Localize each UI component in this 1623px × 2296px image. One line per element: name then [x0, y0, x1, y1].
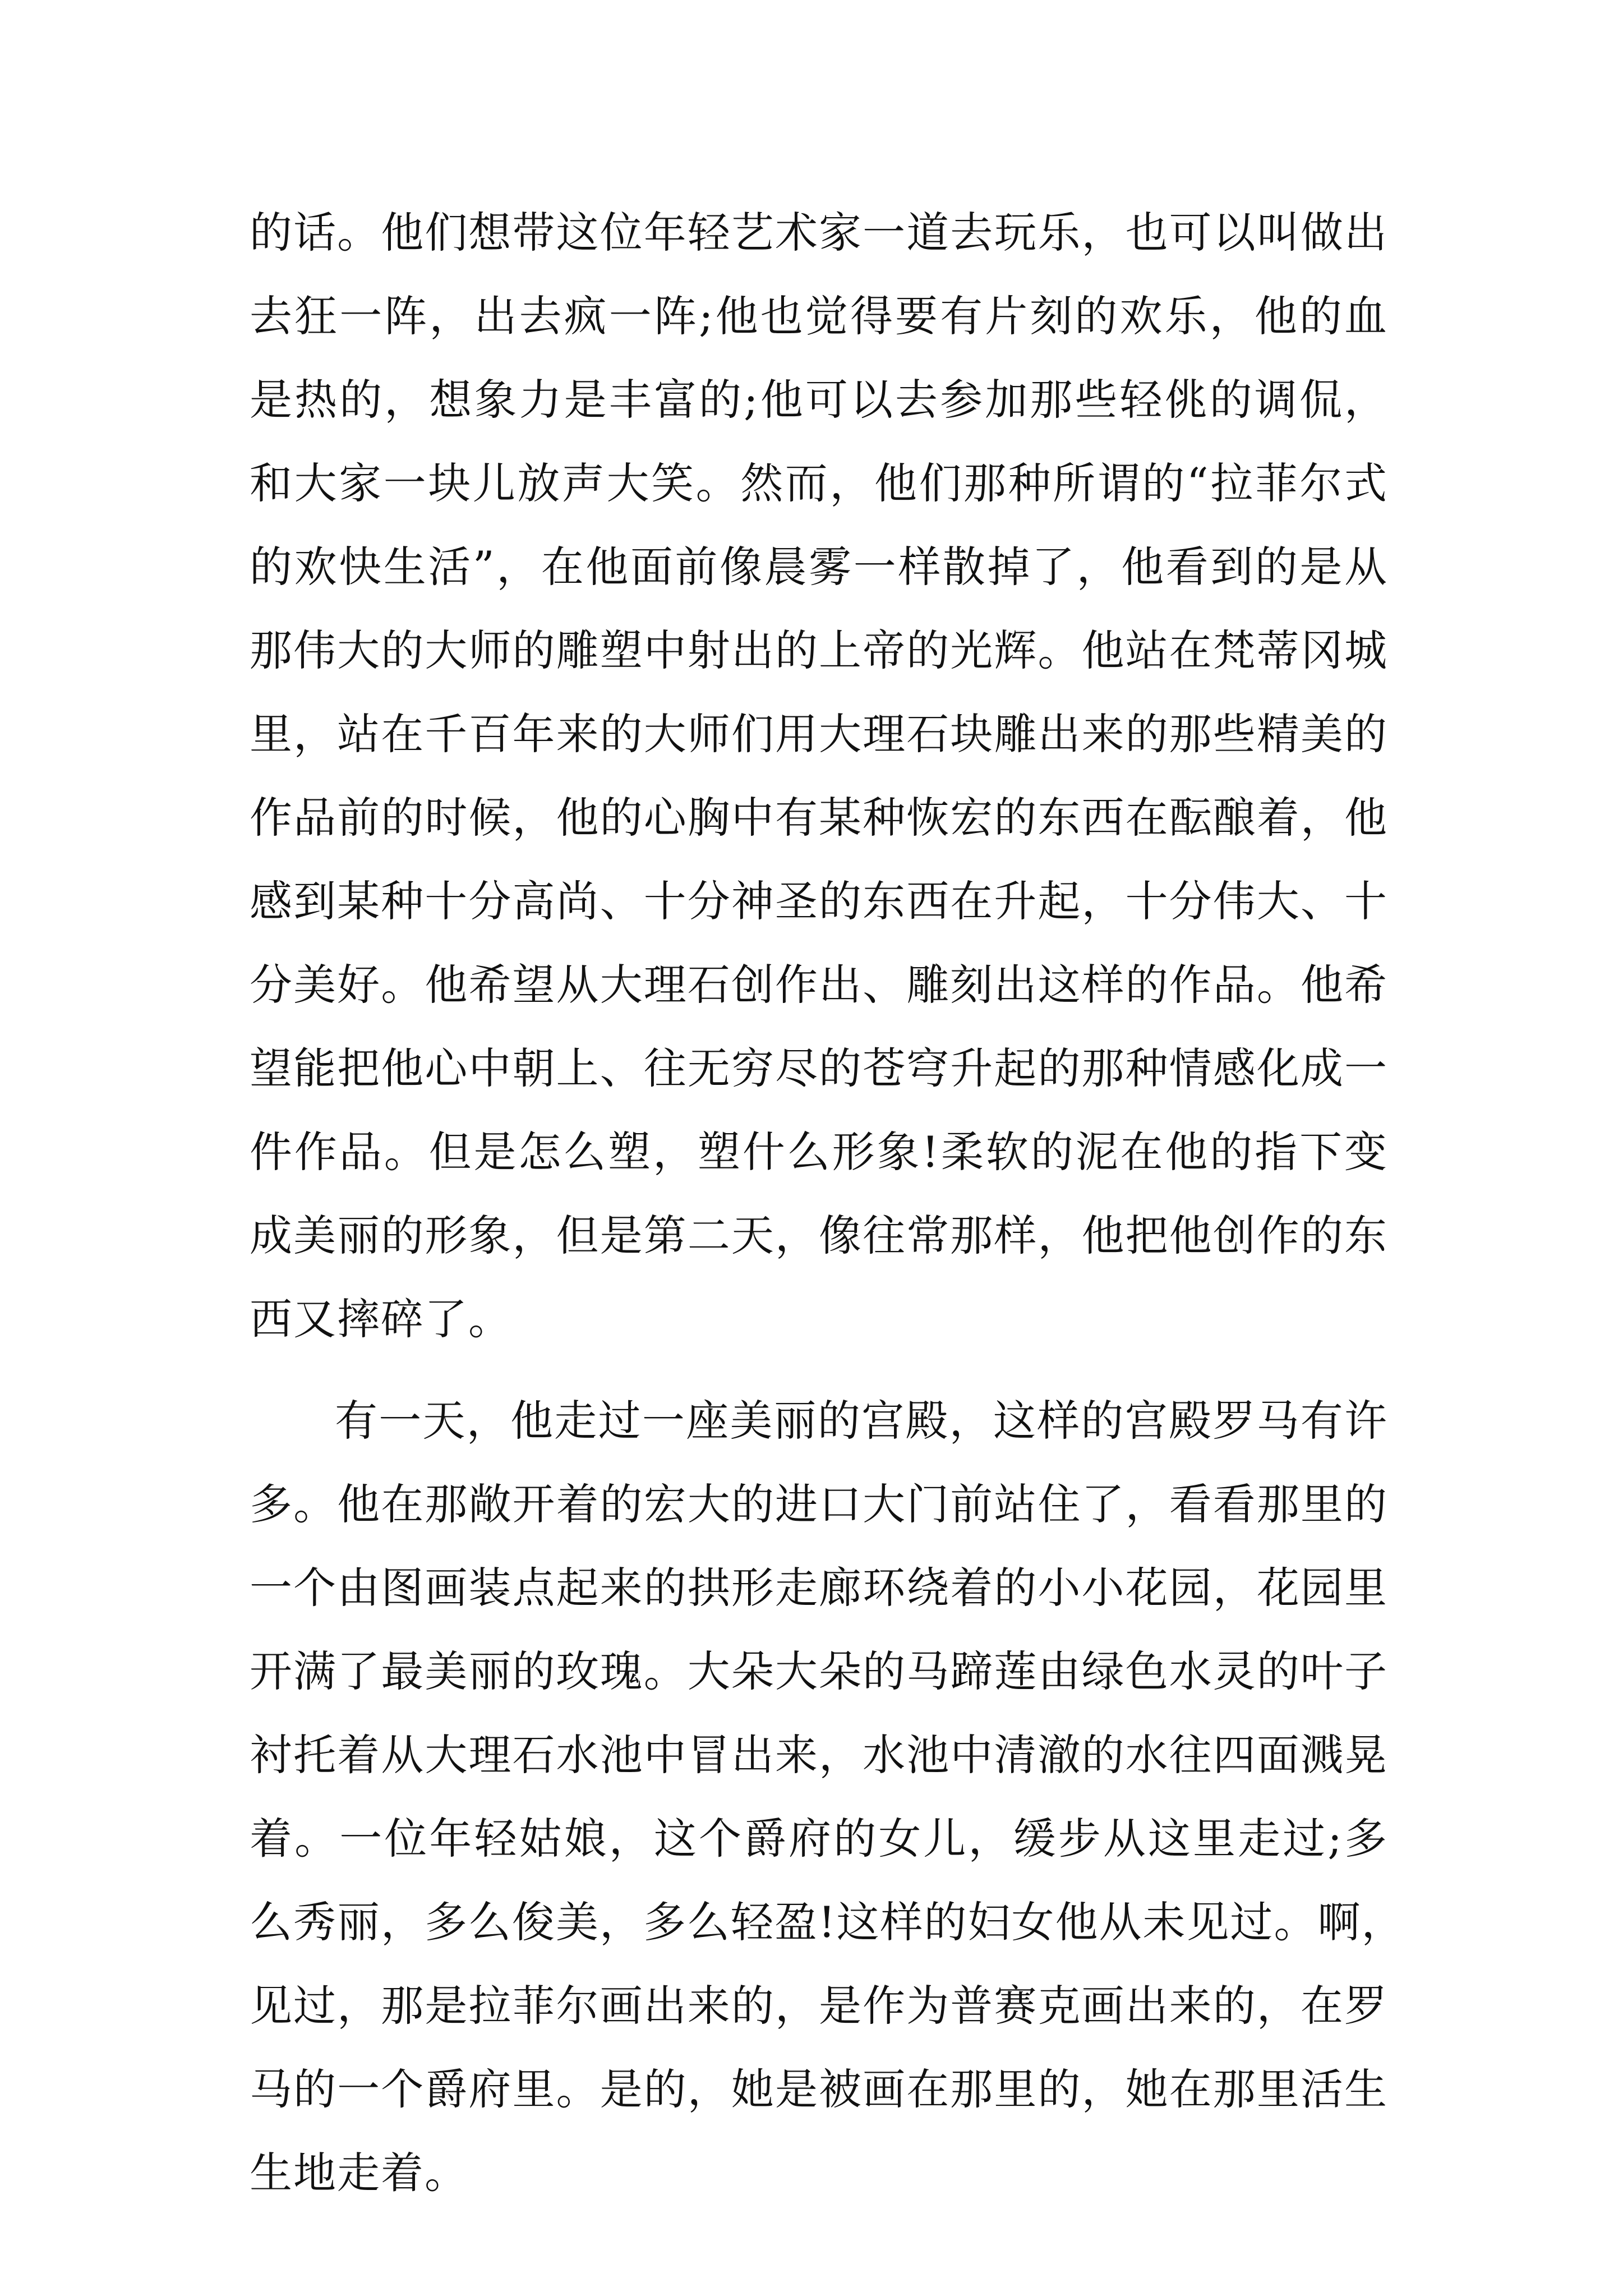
text-line: 望能把他心中朝上、往无穷尽的苍穹升起的那种情感化成一	[250, 1043, 1388, 1093]
paragraph-2	[250, 1379, 1405, 2215]
text-line: 分美好。他希望从大理石创作出、雕刻出这样的作品。他希	[250, 960, 1388, 1010]
body-text	[250, 191, 1405, 2215]
text-line: 件作品。但是怎么塑，塑什么形象!柔软的泥在他的指下变	[250, 1127, 1388, 1177]
text-line: 有一天，他走过一座美丽的宫殿，这样的宫殿罗马有许	[335, 1396, 1388, 1446]
text-line: 多。他在那敞开着的宏大的进口大门前站住了，看看那里的	[250, 1479, 1388, 1529]
text-line: 马的一个爵府里。是的，她是被画在那里的，她在那里活生	[250, 2064, 1388, 2114]
text-line: 那伟大的大师的雕塑中射出的上帝的光辉。他站在梵蒂冈城	[250, 625, 1388, 675]
text-line: 一个由图画装点起来的拱形走廊环绕着的小小花园，花园里	[250, 1563, 1388, 1613]
text-line: 开满了最美丽的玫瑰。大朵大朵的马蹄莲由绿色水灵的叶子	[250, 1646, 1388, 1696]
text-line: 的欢快生活”，在他面前像晨雾一样散掉了，他看到的是从	[250, 542, 1388, 592]
text-line: 西又摔碎了。	[250, 1294, 512, 1344]
paragraph-1	[250, 191, 1388, 1361]
text-line: 的话。他们想带这位年轻艺术家一道去玩乐，也可以叫做出	[250, 208, 1388, 257]
text-line: 衬托着从大理石水池中冒出来，水池中清澈的水往四面溅晃	[250, 1730, 1388, 1780]
text-line: 着。一位年轻姑娘，这个爵府的女儿，缓步从这里走过;多	[250, 1814, 1388, 1864]
text-line: 成美丽的形象，但是第二天，像往常那样，他把他创作的东	[250, 1211, 1388, 1260]
text-line: 生地走着。	[250, 2148, 468, 2198]
text-line: 是热的，想象力是丰富的;他可以去参加那些轻佻的调侃，	[250, 375, 1388, 425]
text-line: 感到某种十分高尚、十分神圣的东西在升起，十分伟大、十	[250, 876, 1388, 926]
text-line: 里，站在千百年来的大师们用大理石块雕出来的那些精美的	[250, 709, 1388, 759]
text-line: 作品前的时候，他的心胸中有某种恢宏的东西在酝酿着，他	[250, 793, 1388, 843]
text-line: 见过，那是拉菲尔画出来的，是作为普赛克画出来的，在罗	[250, 1981, 1388, 2031]
text-line: 去狂一阵，出去疯一阵;他也觉得要有片刻的欢乐，他的血	[250, 291, 1388, 341]
text-line: 么秀丽，多么俊美，多么轻盈!这样的妇女他从未见过。啊，	[250, 1897, 1405, 1947]
paragraph-spacer	[250, 1361, 1388, 1379]
text-line: 和大家一块儿放声大笑。然而，他们那种所谓的“拉菲尔式	[250, 458, 1388, 508]
